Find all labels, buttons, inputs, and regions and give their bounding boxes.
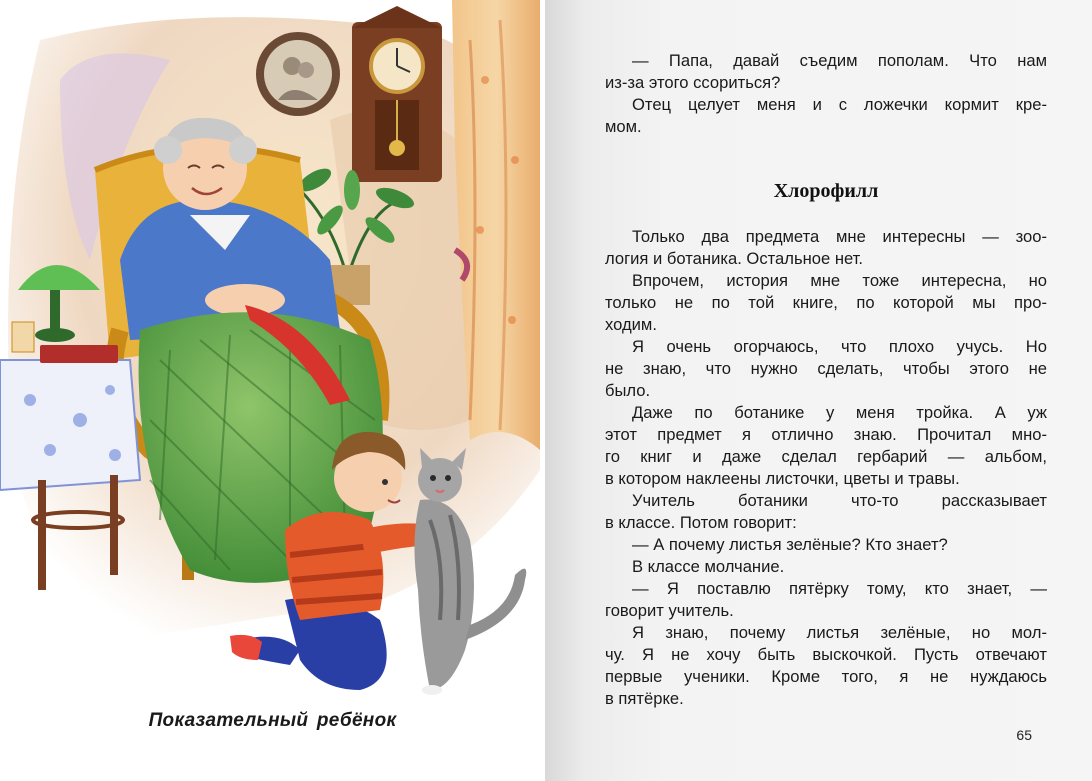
illustration-grandmother-boy-cat bbox=[0, 0, 545, 705]
pendulum-clock bbox=[352, 6, 442, 182]
text-line: Учитель ботаники что-то рассказывает bbox=[632, 491, 1047, 510]
text-line: Я очень огорчаюсь, что плохо учусь. Но bbox=[632, 337, 1047, 356]
text-line: этот предмет я отлично знаю. Прочитал мно- bbox=[605, 425, 1047, 444]
text-line: — Папа, давай съедим пополам. Что нам bbox=[632, 51, 1047, 70]
text-line: Отец целует меня и с ложечки кормит кре- bbox=[632, 95, 1047, 114]
text-line: — А почему листья зелёные? Кто знает? bbox=[632, 535, 948, 554]
text-line: чу. Я не хочу быть выскочкой. Пусть отвечают bbox=[605, 645, 1047, 664]
chapter-heading: Хлорофилл bbox=[773, 180, 879, 202]
text-line: было. bbox=[605, 381, 651, 400]
chapter-body-text bbox=[605, 226, 1047, 710]
text-line: в классе. Потом говорит: bbox=[605, 513, 797, 532]
illustration-caption: Показательный ребёнок bbox=[148, 710, 397, 731]
left-page bbox=[0, 0, 545, 781]
text-line: только не по той книге, по которой мы про- bbox=[605, 293, 1047, 312]
text-line: говорит учитель. bbox=[605, 601, 734, 620]
text-line: Даже по ботанике у меня тройка. А уж bbox=[632, 403, 1047, 422]
text-line: в котором наклеены листочки, цветы и травы. bbox=[605, 469, 960, 488]
text-line: го книг и даже сделал гербарий — альбом, bbox=[605, 447, 1047, 466]
right-page bbox=[545, 0, 1092, 781]
text-line: ходим. bbox=[605, 315, 657, 334]
text-line: из-за этого ссориться? bbox=[605, 73, 781, 92]
text-line: логия и ботаника. Остальное нет. bbox=[605, 249, 864, 268]
text-line: Я знаю, почему листья зелёные, но мол- bbox=[632, 623, 1047, 642]
text-line: мом. bbox=[605, 117, 642, 136]
text-line: Только два предмета мне интересны — зоо- bbox=[632, 227, 1047, 246]
framed-portrait bbox=[256, 32, 340, 116]
text-line: — Я поставлю пятёрку тому, кто знает, — bbox=[632, 579, 1047, 598]
page-number: 65 bbox=[1016, 727, 1032, 743]
text-line: Впрочем, история мне тоже интересна, но bbox=[632, 271, 1047, 290]
text-line: не знаю, что нужно сделать, чтобы этого не bbox=[605, 359, 1047, 378]
text-line: в пятёрке. bbox=[605, 689, 684, 708]
text-line: В классе молчание. bbox=[632, 557, 785, 576]
intro-text bbox=[605, 50, 1047, 138]
text-line: первые ученики. Кроме того, я не нуждаюсь bbox=[605, 667, 1047, 686]
